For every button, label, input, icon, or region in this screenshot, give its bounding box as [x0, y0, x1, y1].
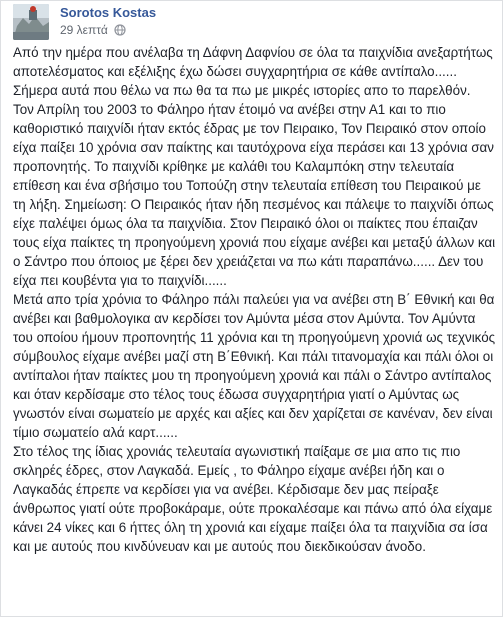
post-paragraph-2: Τον Απρίλη του 2003 το Φάληρο ήταν έτοιμό να ανέβει στην Α1 και το πιο καθοριστικό παιχνίδι ήταν εκτός έδρας με τον Πειραικο, Τον Πειραικό στον οποίο είχα παίξει 10 χρόνια σαν παίκτης και ταυτόχρονα είχα περάσει και 13 χρόνια σαν προπονητής. Το παιχνίδι κρίθηκε με καλάθι του Καλαμπόκη στην τελευταία επίθεση και ένα σβήσιμο του Τοπούζη στην τελευταία επίθεση του Πειραικού με τη λήξη. Σημείωση: Ο Πειραικός ήταν ήδη πεσμένος και πάλεψε το παιχνίδι όπως είχε παλέψει όμως όλα τα παιχνίδια. Στον Πειραικό όλοι οι παίκτες που έπαιζαν τους είχα παίκτες τη προηγούμενη χρονιά που είχαμε ανέβει και μεταξύ άλλων και ο Σάντρο που όποιος με ξέρει δεν χρειάζεται να πω κάτι παραπάνω...... Δεν του είχα πει κουβέντα για το παιχνίδι...... [13, 102, 496, 288]
post-paragraph-3: Μετά απο τρία χρόνια το Φάληρο πάλι παλεύει για να ανέβει στη Β΄ Εθνική και θα ανέβει και βαθμολογικα αν κερδίσει τον Αμύντα μέσα στον Αμύντα. Τον Αμύντα του οποίου ήμουν προπονητής 11 χρόνια και τη προηγούμενη χρονιά ως τεχνικός σύμβουλος είχαμε ανέβει μαζί στη Β΄Εθνική. Και πάλι τιτανομαχία και πάλι όλοι οι αντίπαλοι ήταν παίκτες μου τη προηγούμενη χρονιά και πάλι ο Σάντρο αντίπαλος και όταν κερδίσαμε στο τέλος τους έδωσα συγχαρητήρια γιατί ο Αμύντας ως γνωστόν είναι σωματείο με αρχές και αξίες και δεν χαρίζεται σε κανέναν, δεν είναι τίμιο σωματείο αλά καρτ...... [13, 292, 496, 440]
post-meta [60, 22, 126, 40]
post-timestamp[interactable]: 29 λεπτά [60, 23, 108, 37]
author-name-link[interactable]: Sorotos Kostas [60, 5, 157, 20]
post-paragraph-4: Στο τέλος της ίδιας χρονιάς τελευταία αγωνιστική παίξαμε σε μια απο τις πιο σκληρές έδρες, στον Λαγκαδά. Εμείς , το Φάληρο είχαμε ανέβει ήδη και ο Λαγκαδάς έπρεπε να κερδίσει για να ανέβει. Κέρδισαμε δεν μας πείραξε άνθρωπος γιατί ούτε προβοκάραμε, ούτε προκαλέσαμε και πάνω από όλα είχαμε κάνει 24 νίκες και 6 ήττες όλη τη χρονιά και είχαμε παίξει όλα τα παιχνίδια σα ίσα και με αυτούς που κινδύνευαν και με αυτούς που διεκδικούσαν άνοδο. [13, 444, 493, 554]
post-header [13, 4, 483, 40]
globe-icon[interactable] [114, 24, 126, 40]
post-paragraph-1: Από την ημέρα που ανέλαβα τη Δάφνη Δαφνίου σε όλα τα παιχνίδια ανεξαρτήτως αποτελέσματος και εξέλιξης έχω δώσει συγχαρητήρια σε κάθε αντίπαλο...... Σήμερα αυτά που θέλω να πω θα τα πω με μικρές ιστορίες απο το παρελθόν. [13, 45, 493, 98]
post-body [13, 43, 497, 556]
avatar-image [13, 4, 49, 40]
avatar[interactable] [13, 4, 49, 40]
